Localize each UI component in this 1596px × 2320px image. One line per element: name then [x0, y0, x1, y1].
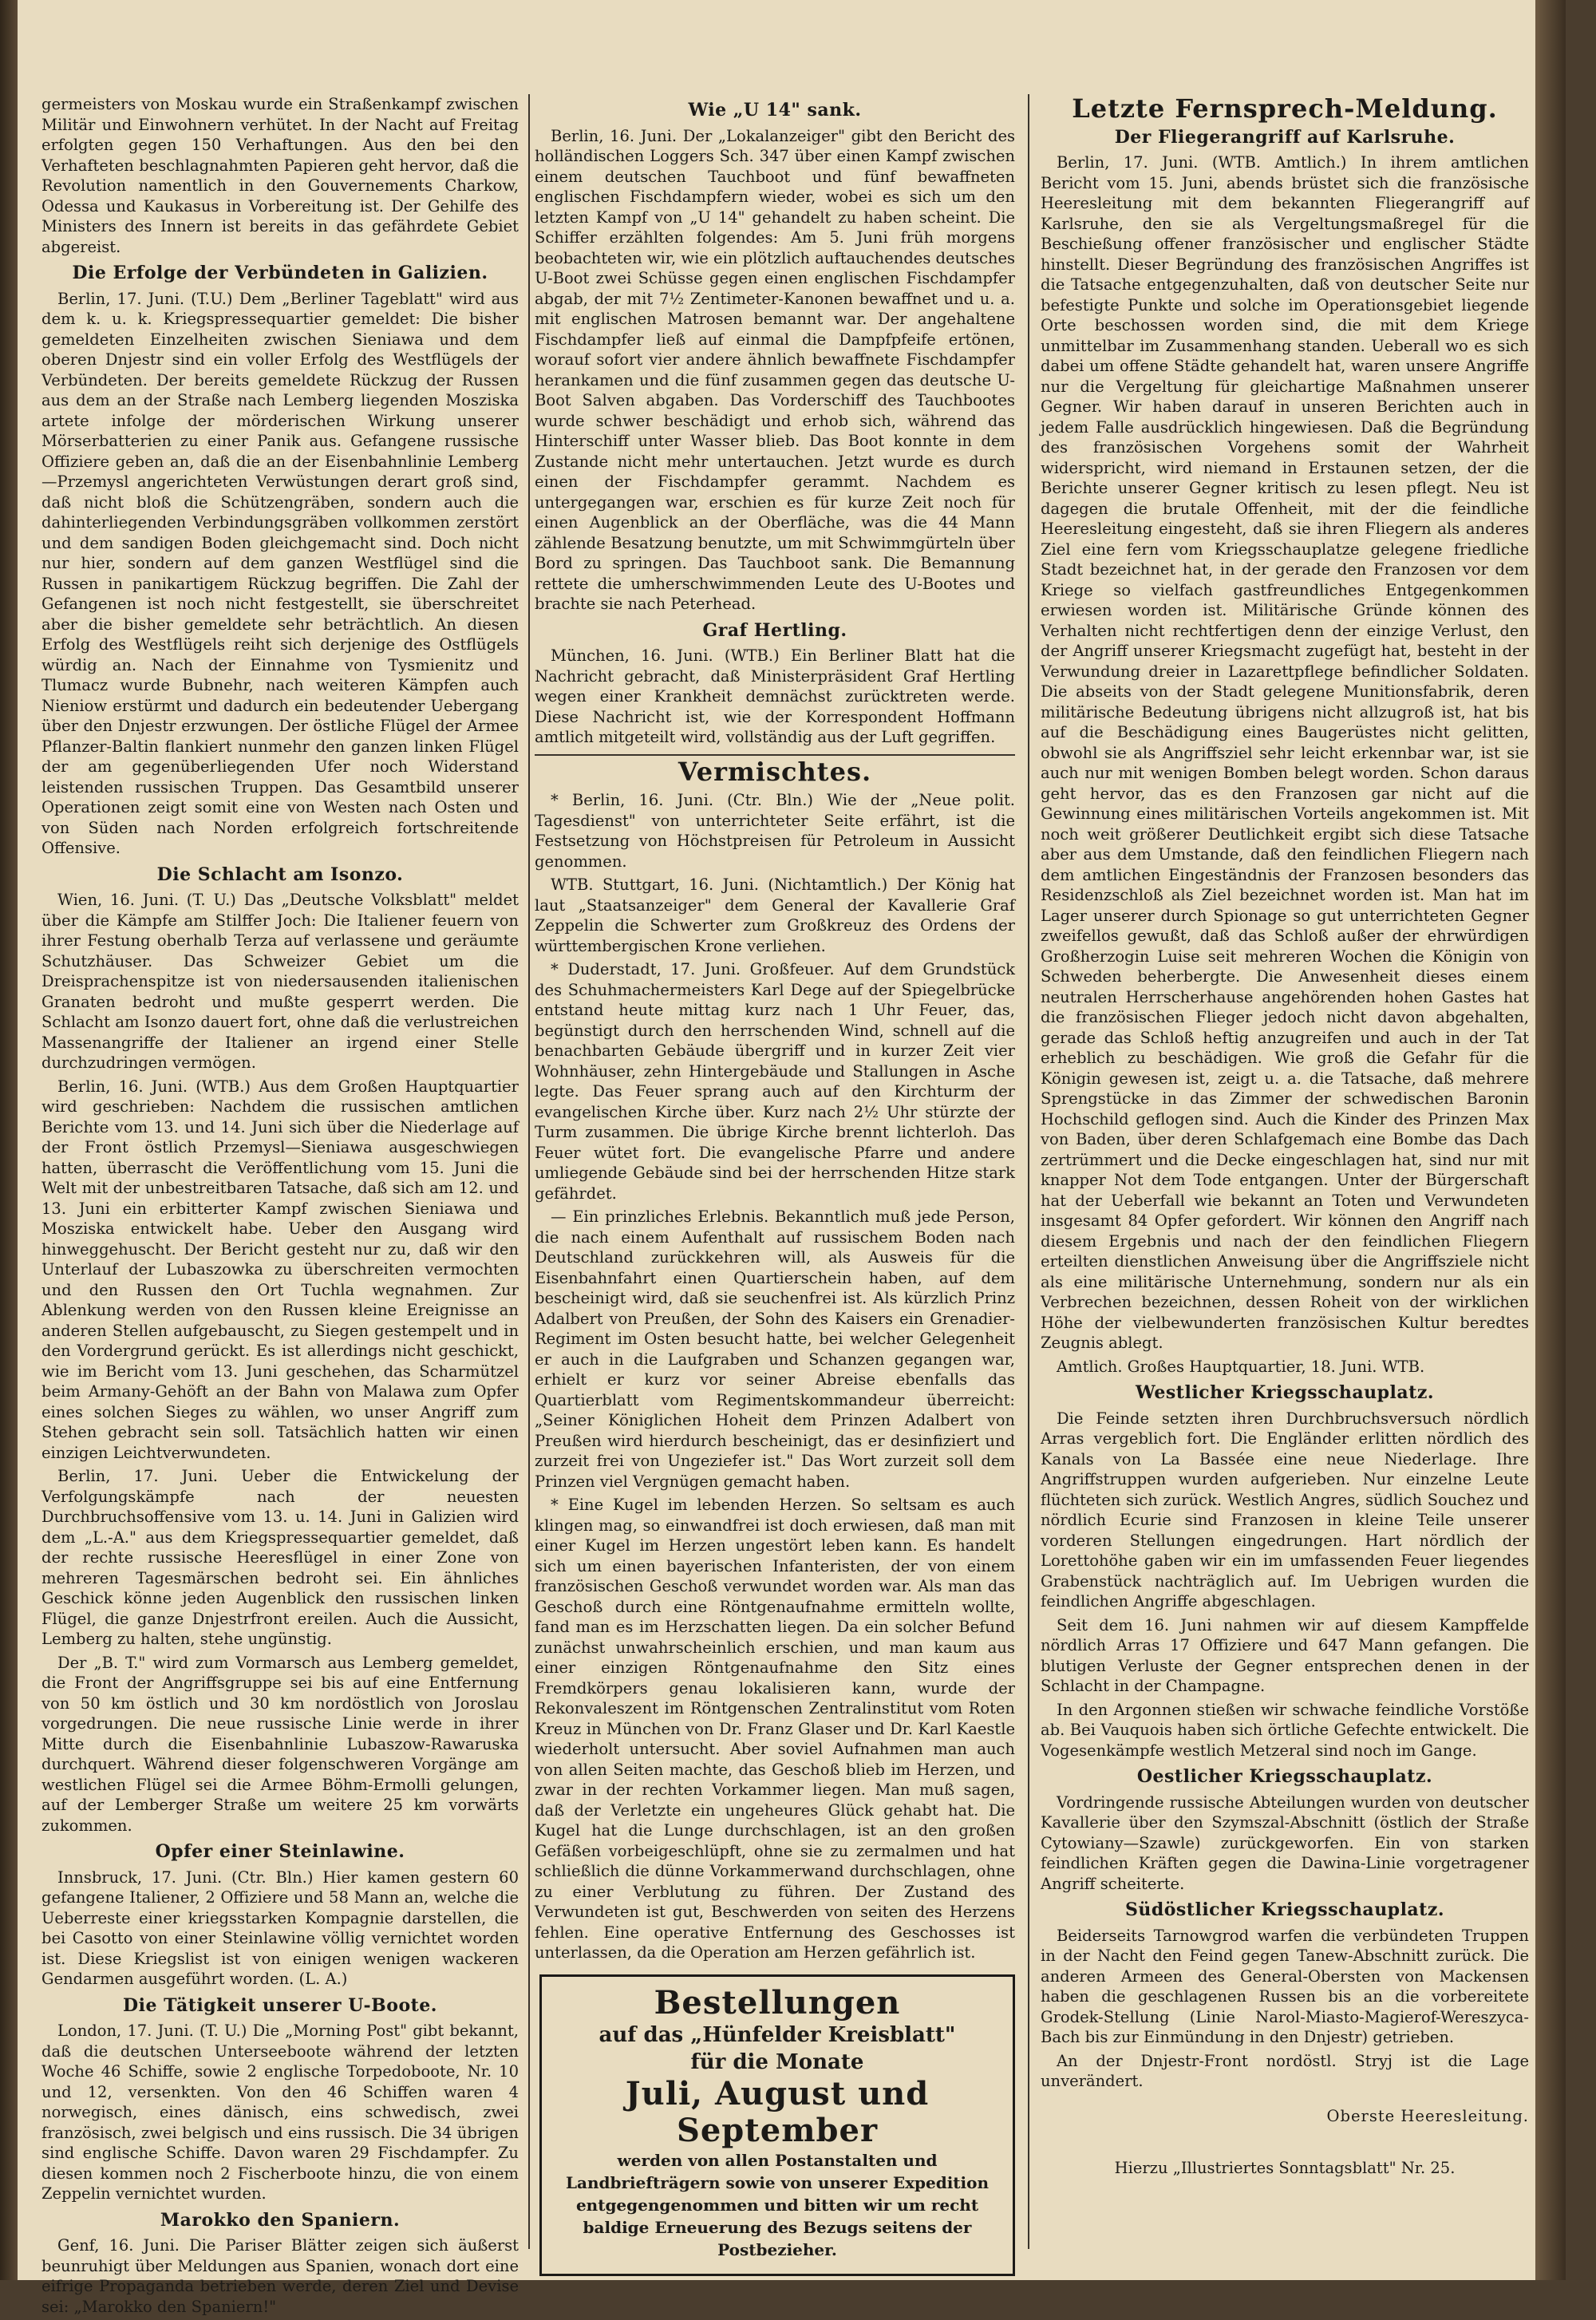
column-rule-2: [1028, 94, 1029, 2249]
article-heading: Südöstlicher Kriegsschauplatz.: [1124, 1899, 1444, 1920]
article-paragraph: In den Argonnen stießen wir schwache feindliche Vorstöße ab. Bei Vauquois haben sich örtliche Gefechte entwickelt. Die Vogesenkämpfe westlich Metzeral sind noch im Gange.: [1041, 1700, 1529, 1760]
article-paragraph: WTB. Stuttgart, 16. Juni. (Nichtamtlich.) Der König hat laut „Staatsanzeiger" dem General der Kavallerie Graf Zeppelin die Schwerter zum Großkreuz des Ordens der württembergischen Krone verliehen.: [535, 875, 1015, 955]
ad-text: werden von allen Postanstalten und Landbriefträgern sowie von unserer Expedition entgegengenommen und bitten wir um recht baldige Erneuerung des Bezugs seitens der Postbezieher.: [565, 2150, 990, 2259]
article-paragraph: Vordringende russische Abteilungen wurden von deutscher Kavallerie über den Szymszal-Abschnitt (östlich der Straße Cytowiany—Szawle) zurückgeworfen. Ein von starken feindlichen Kräften gegen die Dawina-Linie vorgetragener Angriff scheiterte.: [1041, 1792, 1529, 1893]
ad-months: Juli, August und September: [625, 2074, 930, 2149]
page-edge: [1535, 0, 1566, 2280]
article-paragraph: Die Feinde setzten ihren Durchbruchsversuch nördlich Arras vergeblich fort. Die Engländer erlitten nördlich des Kanals von La Bassée eine neue Niederlage. Ihre Angriffstruppen wurden aufgerieben. Nur einzelne Leute flüchteten sich zurück. Westlich Angres, südlich Souchez und nördlich Ecurie sind Franzosen in kleine Teile unserer vorderen Stellungen eingedrungen. Hart nördlich der Lorettohöhe gaben wir ein im umfassenden Feuer liegendes Grabenstück nachträglich auf. Im Uebrigen wurden die feindlichen Angriffe abgeschlagen.: [1041, 1409, 1529, 1611]
section-heading: Vermischtes.: [678, 756, 872, 787]
subscription-advertisement: [539, 1974, 1015, 2276]
supplement-note: Hierzu „Illustriertes Sonntagsblatt" Nr. 25.: [1114, 2159, 1456, 2177]
column-1: [41, 94, 519, 2320]
article-heading: Wie „U 14" sank.: [688, 100, 862, 121]
article-heading: Die Tätigkeit unserer U-Boote.: [123, 1994, 437, 2016]
column-rule-1: [528, 94, 530, 2249]
article-heading: Opfer einer Steinlawine.: [155, 1841, 405, 1862]
section-divider: [535, 754, 1015, 756]
binding-spine: [0, 0, 18, 2280]
article-paragraph: Berlin, 16. Juni. Der „Lokalanzeiger" gibt den Bericht des holländischen Loggers Sch. 347 über einen Kampf zwischen einem deutschen Tauchboot und fünf bewaffneten englischen Fischdampfern wieder, wobei es sich um den letzten Kampf von „U 14" gehandelt zu haben scheint. Die Schiffer erzählten folgendes: Am 5. Juni früh morgens beobachteten wir, wie ein plötzlich auftauchendes deutsches U-Boot zwei Schüsse gegen einen englischen Fischdampfer abgab, der mit 7½ Zentimeter-Kanonen bewaffnet und u. a. mit englischen Matrosen bemannt war. Der angehaltene Fischdampfer ließ auf einmal die Dampfpfeife ertönen, worauf sofort vier andere ähnlich bewaffnete Fischdampfer herankamen und die fünf zusammen gegen das deutsche U-Boot Salven abgaben. Das Vorderschiff des Tauchbootes wurde schwer beschädigt und erhob sich, während das Hinterschiff unter Wasser blieb. Das Boot konnte in dem Zustande nicht mehr untertauchen. Jetzt wurde es durch einen der Fischdampfer gerammt. Nachdem es untergegangen war, erschien es für kurze Zeit noch für einen Augenblick an der Oberfläche, was die 44 Mann zählende Besatzung benutzte, um mit Schwimmgürteln über Bord zu springen. Das Tauchboot sank. Die Bemannung rettete die umherschwimmenden Leute des U-Bootes und brachte sie nach Peterhead.: [535, 126, 1015, 613]
column-2: [535, 94, 1015, 2276]
article-paragraph: München, 16. Juni. (WTB.) Ein Berliner Blatt hat die Nachricht gebracht, daß Ministerpräsident Graf Hertling wegen einer Krankheit demnächst zurücktreten werde. Diese Nachricht ist, wie der Korrespondent Hoffmann amtlich mitgeteilt wird, vollständig aus der Luft gegriffen.: [535, 646, 1015, 746]
ad-line: auf das „Hünfelder Kreisblatt": [598, 2022, 956, 2047]
section-heading: Letzte Fernsprech-Meldung.: [1072, 93, 1498, 124]
article-paragraph: — Ein prinzliches Erlebnis. Bekanntlich muß jede Person, die nach einem Aufenthalt auf russischem Boden nach Deutschland zurückkehren will, als Ausweis für die Eisenbahnfahrt einen Quartierschein haben, auf dem bescheinigt wird, daß sie seuchenfrei ist. Als kürzlich Prinz Adalbert von Preußen, der Sohn des Kaisers ein Grenadier-Regiment im Osten besucht hatte, bei welcher Gelegenheit er auch in die Laufgraben und Schanzen gegangen war, erhielt er kurz vor seiner Abreise ebenfalls das Quartierblatt vom Regimentskommandeur überreicht: „Seiner Königlichen Hoheit dem Prinzen Adalbert von Preußen wird hierdurch bescheinigt, das er desinfiziert und zurzeit frei von Ungeziefer ist." Das Wort zurzeit soll dem Prinzen viel Vergnügen gemacht haben.: [535, 1207, 1015, 1491]
article-heading: Oestlicher Kriegsschauplatz.: [1136, 1766, 1433, 1787]
article-heading: Marokko den Spaniern.: [160, 2209, 401, 2231]
article-paragraph: Berlin, 16. Juni. (WTB.) Aus dem Großen Hauptquartier wird geschrieben: Nachdem die russischen amtlichen Berichte vom 13. und 14. Juni sich über die Niederlage auf der Front östlich Przemysl—Sieniawa ausgeschwiegen hatten, überrascht die Veröffentlichung vom 15. Juni die Welt mit der unbestreitbaren Tatsache, daß sich am 12. und 13. Juni ein erbitterter Kampf zwischen Sieniawa und Mosziska entwickelt habe. Ueber den Ausgang wird hinweggehuscht. Der Bericht gesteht nur zu, daß wir den Unterlauf der Lubaszowka zu überschreiten vermochten und den Russen den Ort Tuchla wegnahmen. Zur Ablenkung werden von den Russen kleine Ereignisse an anderen Stellen aufgebauscht, zu Siegen gestempelt und in den Vordergrund gerückt. Es ist allerdings nicht geschickt, wie im Bericht vom 13. Juni geschehen, das Scharmützel beim Armany-Gehöft an der Bahn von Malawa zum Opfer eines solchen Sieges zu wählen, wo unser Angriff zum Stehen gebracht sein soll. Tatsächlich hatten wir einen einzigen Leichtverwundeten.: [41, 1077, 519, 1462]
article-heading: Die Schlacht am Isonzo.: [156, 864, 404, 885]
column-3: [1041, 94, 1529, 2179]
signature-line: Oberste Heeresleitung.: [1326, 2106, 1529, 2125]
article-paragraph: An der Dnjestr-Front nordöstl. Stryj ist die Lage unverändert.: [1041, 2051, 1529, 2090]
newspaper-page: [18, 0, 1566, 2316]
article-paragraph: Amtlich. Großes Hauptquartier, 18. Juni. WTB.: [1057, 1357, 1425, 1376]
article-paragraph: Innsbruck, 17. Juni. (Ctr. Bln.) Hier kamen gestern 60 gefangene Italiener, 2 Offiziere und 58 Mann an, welche die Ueberreste einer kriegsstarken Kompagnie darstellen, die bei Casotto von einer Steinlawine völlig vernichtet worden ist. Diese Kriegslist ist von einigen wenigen wackeren Gendarmen ausgeführt worden. (L. A.): [41, 1867, 519, 1988]
article-paragraph: Der „B. T." wird zum Vormarsch aus Lemberg gemeldet, die Front der Angriffsgruppe sei bis auf eine Entfernung von 50 km östlich und 30 km nordöstlich von Joroslau vorgedrungen. Die neue russische Linie werde in ihrer Mitte durch die Eisenbahnlinie Lubaszow-Rawaruska durchquert. Während dieser folgenschweren Vorgänge am westlichen Flügel sei die Armee Böhm-Ermolli gelungen, auf der Lemberger Straße um weitere 25 km vorwärts zukommen.: [41, 1653, 519, 1835]
article-paragraph: Berlin, 17. Juni. (WTB. Amtlich.) In ihrem amtlichen Bericht vom 15. Juni, abends brüstet sich die französische Heeresleitung mit dem bekannten Fliegerangriff auf Karlsruhe, den sie als Vergeltungsmaßregel für die Beschießung offener französischer und englischer Städte hinstellt. Dieser Begründung des französischen Angriffes ist die Tatsache entgegenzuhalten, daß von deutscher Seite nur befestigte Punkte und solche im Operationsgebiet liegende Orte beschossen worden sind, die mit dem Kriege unmittelbar im Zusammenhang standen. Ueberall wo es sich dabei um offene Städte gehandelt hat, waren unsere Angriffe nur die Vergeltung für gleichartige Maßnahmen unserer Gegner. Wir haben darauf in unseren Berichten auch in jedem Falle ausdrücklich hingewiesen. Daß die Begründung des französischen Vorgehens somit der Wahrheit widerspricht, wird niemand in Erstaunen setzen, der die Berichte unserer Gegner kritisch zu lesen pflegt. Neu ist dagegen die brutale Offenheit, mit der die feindliche Heeresleitung eingesteht, daß sie ihren Fliegern als anderes Ziel eine fern vom Kriegsschauplatze gelegene friedliche Stadt bezeichnet hat, in der gerade den Franzosen vor dem Kriege so vielfach gastfreundliches Entgegenkommen erwiesen worden ist. Militärische Gründe können des Verhalten nicht rechtfertigen denn der einzige Verlust, den der Angriff unserer Kriegsmacht zugefügt hat, besteht in der Verwundung dreier in Lazarettpflege befindlicher Soldaten. Die abseits von der Stadt gelegene Munitionsfabrik, deren militärische Bedeutung übrigens nicht allzugroß ist, hat bis auf die Beschädigung eines Baugerüstes nicht gelitten, obwohl sie als Angriffsziel sehr leicht erkennbar war, ist sie auch nur mit wenigen Bomben belegt worden. Schon daraus geht hervor, das es den Franzosen gar nicht auf die Gewinnung eines militärischen Vorteils angekommen ist. Mit noch weit größerer Deutlichkeit ergibt sich diese Tatsache aber aus dem Umstande, daß den feindlichen Fliegern nach dem amtlichen Eingeständnis der Franzosen besonders das Residenzschloß als Ziel bezeichnet worden ist. Man hat im Lager unserer durch Spionage so gut unterrichteten Gegner zweifellos gewußt, daß das Schloß außer der ehrwürdigen Großherzogin Luise seit mehreren Wochen die Königin von Schweden beherbergte. Die Anwesenheit dieses einem neutralen Herrscherhause angehörenden hohen Gastes hat die französischen Flieger jedoch nicht davon abgehalten, gerade das Schloß heftig anzugreifen und auch in der Tat erheblich zu beschädigen. Wie groß die Gefahr für die Königin gewesen ist, zeigt u. a. die Tatsache, daß mehrere Sprengstücke in das Zimmer der schwedischen Baronin Hochschild geflogen sind. Auch die Kinder des Prinzen Max von Baden, über deren Schlafgemach eine Bombe das Dach zertrümmert und die Decke eingeschlagen hat, sind nur mit knapper Not dem Tode entgangen. Unter der Bürgerschaft hat der Ueberfall wie bekannt an Toten und Verwundeten insgesamt 84 Opfer gefordert. Wir können den Angriff nach diesem Ergebnis und nach der den feindlichen Fliegern erteilten dienstlichen Anweisung über die Angriffsziele nicht als eine militärische Unternehmung, sondern nur als ein Verbrechen bezeichnen, dessen Roheit von der wirklichen Höhe der vielbewunderten französischen Kultur beredtes Zeugnis ablegt.: [1041, 153, 1529, 1352]
article-paragraph: germeisters von Moskau wurde ein Straßenkampf zwischen Militär und Einwohnern verhütet. In der Nacht auf Freitag erfolgten gegen 150 Verhaftungen. Aus den bei den Verhafteten beschlagnahmten Papieren geht hervor, daß die Revolution namentlich in den Gouvernements Charkow, Odessa und Kaukasus in Vorbereitung ist. Der Gehilfe des Ministers des Innern ist bereits in das gefährdete Gebiet abgereist.: [41, 95, 519, 256]
article-heading: Westlicher Kriegsschauplatz.: [1136, 1382, 1434, 1403]
article-paragraph: Beiderseits Tarnowgrod warfen die verbündeten Truppen in der Nacht den Feind gegen Tanew-Abschnitt zurück. Die anderen Armeen des General-Obersten von Mackensen haben die geschlagenen Russen bis an die vorbereitete Grodek-Stellung (Linie Narol-Miasto-Magierof-Wereszyca-Bach bis zur Einmündung in den Dnjestr) getrieben.: [1041, 1926, 1529, 2046]
article-paragraph: * Eine Kugel im lebenden Herzen. So seltsam es auch klingen mag, so einwandfrei ist doch erwiesen, daß man mit einer Kugel im Herzen ungestört leben kann. Es handelt sich um einen bayerischen Infanteristen, der von einem französischen Geschoß verwundet worden war. Als man das Geschoß durch eine Röntgenaufnahme ermitteln wollte, fand man es im Herzschatten liegen. Da ein solcher Befund zunächst unwahrscheinlich erschien, und man kaum aus einer einzigen Röntgenaufnahme den Sitz eines Fremdkörpers genau lokalisieren kann, wurde der Rekonvaleszent im Röntgenschen Zentralinstitut vom Roten Kreuz in München von Dr. Franz Glaser und Dr. Karl Kaestle wiederholt untersucht. Aber soviel Aufnahmen man auch von allen Seiten machte, das Geschoß blieb im Herzen, und zwar in der rechten Vorkammer liegen. Man muß sagen, daß der Verletzte ein ungeheures Glück gehabt hat. Die Kugel hat die Lunge durchschlagen, ist an den großen Gefäßen vorbeigeschlüpft, ohne sie zu zermalmen und hat schließlich die dünne Vorkammerwand durchschlagen, ohne zu einer Verblutung zu führen. Der Zustand des Verwundeten ist gut, Beschwerden von seiten des Herzens fehlen. Eine operative Entfernung des Geschosses ist unterlassen, da die Operation am Herzen gefährlich ist.: [535, 1496, 1015, 1962]
article-paragraph: Berlin, 17. Juni. (T.U.) Dem „Berliner Tageblatt" wird aus dem k. u. k. Kriegspressequartier gemeldet: Die bisher gemeldeten Einzelheiten zwischen Sieniawa und dem oberen Dnjestr sind ein voller Erfolg des Westflügels der Verbündeten. Der bereits gemeldete Rückzug der Russen aus dem an der Straße nach Lemberg liegenden Mosziska artete infolge der mörderischen Wirkung unserer Mörserbatterien zu einer Panik aus. Gefangene russische Offiziere geben an, daß die an der Eisenbahnlinie Lemberg—Przemysl angerichteten Verwüstungen derart groß sind, daß nicht bloß die Schützengräben, sondern auch die dahinterliegenden Verbindungsgräben vollkommen zerstört und dem sandigen Boden gleichgemacht sind. Doch nicht nur hier, sondern auf dem ganzen Westflügel sind die Russen in panikartigem Rückzug begriffen. Die Zahl der Gefangenen ist noch nicht festgestellt, sie überschreitet aber die bisher gemeldete sehr beträchtlich. An diesen Erfolg des Westflügels reiht sich derjenige des Ostflügels würdig an. Nach der Einnahme von Tysmienitz und Tlumacz wurde Bubnehr, nach weiteren Kämpfen auch Nieniow erstürmt und dadurch ein bedeutender Uebergang über den Dnjestr erzwungen. Der östliche Flügel der Armee Pflanzer-Baltin flankiert nunmehr den ganzen linken Flügel der am gegenüberliegenden Ufer noch Widerstand leistenden russischen Truppen. Das Gesamtbild unserer Operationen zeigt somit eine von Westen nach Osten und von Süden nach Norden erfolgreich fortschreitende Offensive.: [41, 289, 519, 857]
article-paragraph: London, 17. Juni. (T. U.) Die „Morning Post" gibt bekannt, daß die deutschen Unterseeboote während der letzten Woche 46 Schiffe, sowie 2 englische Torpedoboote, Nr. 10 und 12, versenkten. Von den 46 Schiffen waren 4 norwegisch, eines dänisch, eins schwedisch, zwei französisch, zwei belgisch und eins russisch. Die 34 übrigen sind englische Schiffe. Davon waren 29 Fischdampfer. Zu diesen kommen noch 2 Fischerboote hinzu, die von einem Zeppelin vernichtet wurden.: [41, 2022, 519, 2203]
article-heading: Graf Hertling.: [702, 619, 847, 641]
article-paragraph: Wien, 16. Juni. (T. U.) Das „Deutsche Volksblatt" meldet über die Kämpfe am Stilffer Joch: Die Italiener feuern von ihrer Festung oberhalb Terza auf verlassene und geräumte Schutzhäuser. Das Schweizer Gebiet um die Dreisprachenspitze ist von niedersausenden italienischen Granaten bedroht und mußte gesperrt werden. Die Schlacht am Isonzo dauert fort, ohne daß die verlustreichen Massenangriffe der Italiener an irgend einer Stelle durchzudringen vermögen.: [41, 891, 519, 1072]
article-heading: Der Fliegerangriff auf Karlsruhe.: [1114, 126, 1456, 148]
article-paragraph: * Berlin, 16. Juni. (Ctr. Bln.) Wie der „Neue polit. Tagesdienst" von unterrichteter Seite erfährt, ist die Festsetzung von Höchstpreisen für Petroleum in Aussicht genommen.: [535, 791, 1015, 871]
article-paragraph: Seit dem 16. Juni nahmen wir auf diesem Kampffelde nördlich Arras 17 Offiziere und 647 Mann gefangen. Die blutigen Verluste der Gegner entsprechen denen in der Schlacht in der Champagne.: [1041, 1615, 1529, 1695]
article-paragraph: Genf, 16. Juni. Die Pariser Blätter zeigen sich äußerst beunruhigt über Meldungen aus Spanien, wonach dort eine eifrige Propaganda betrieben werde, deren Ziel und Devise sei: „Marokko den Spaniern!": [41, 2236, 519, 2316]
article-paragraph: Berlin, 17. Juni. Ueber die Entwickelung der Verfolgungskämpfe nach der neuesten Durchbruchsoffensive vom 13. u. 14. Juni in Galizien wird dem „L.-A." aus dem Kriegspressequartier gemeldet, daß der rechte russische Heeresflügel in einer Zone von mehreren Tagesmärschen bedroht sei. Ein ähnliches Geschick könne jeden Augenblick den russischen linken Flügel, die ganze Dnjestrfront ereilen. Auch die Aussicht, Lemberg zu halten, stehe ungünstig.: [41, 1467, 519, 1648]
ad-line: für die Monate: [690, 2049, 864, 2074]
ad-title: Bestellungen: [654, 1983, 901, 2022]
article-paragraph: * Duderstadt, 17. Juni. Großfeuer. Auf dem Grundstück des Schuhmachermeisters Karl Dege auf der Spiegelbrücke entstand heute mittag kurz nach 1 Uhr Feuer, das, begünstigt durch den herrschenden Wind, schnell auf die benachbarten Gebäude übergriff und in kurzer Zeit vier Wohnhäuser, zehn Hintergebäude und Stallungen in Asche legte. Das Feuer sprang auch auf den Kirchturm der evangelischen Kirche über. Kurz nach 2½ Uhr stürzte der Turm zusammen. Die übrige Kirche brennt lichterloh. Das Feuer wütet fort. Die evangelische Pfarre und andere umliegende Gebäude sind bei der herrschenden Hitze stark gefährdet.: [535, 960, 1015, 1203]
article-heading: Die Erfolge der Verbündeten in Galizien.: [72, 263, 488, 283]
